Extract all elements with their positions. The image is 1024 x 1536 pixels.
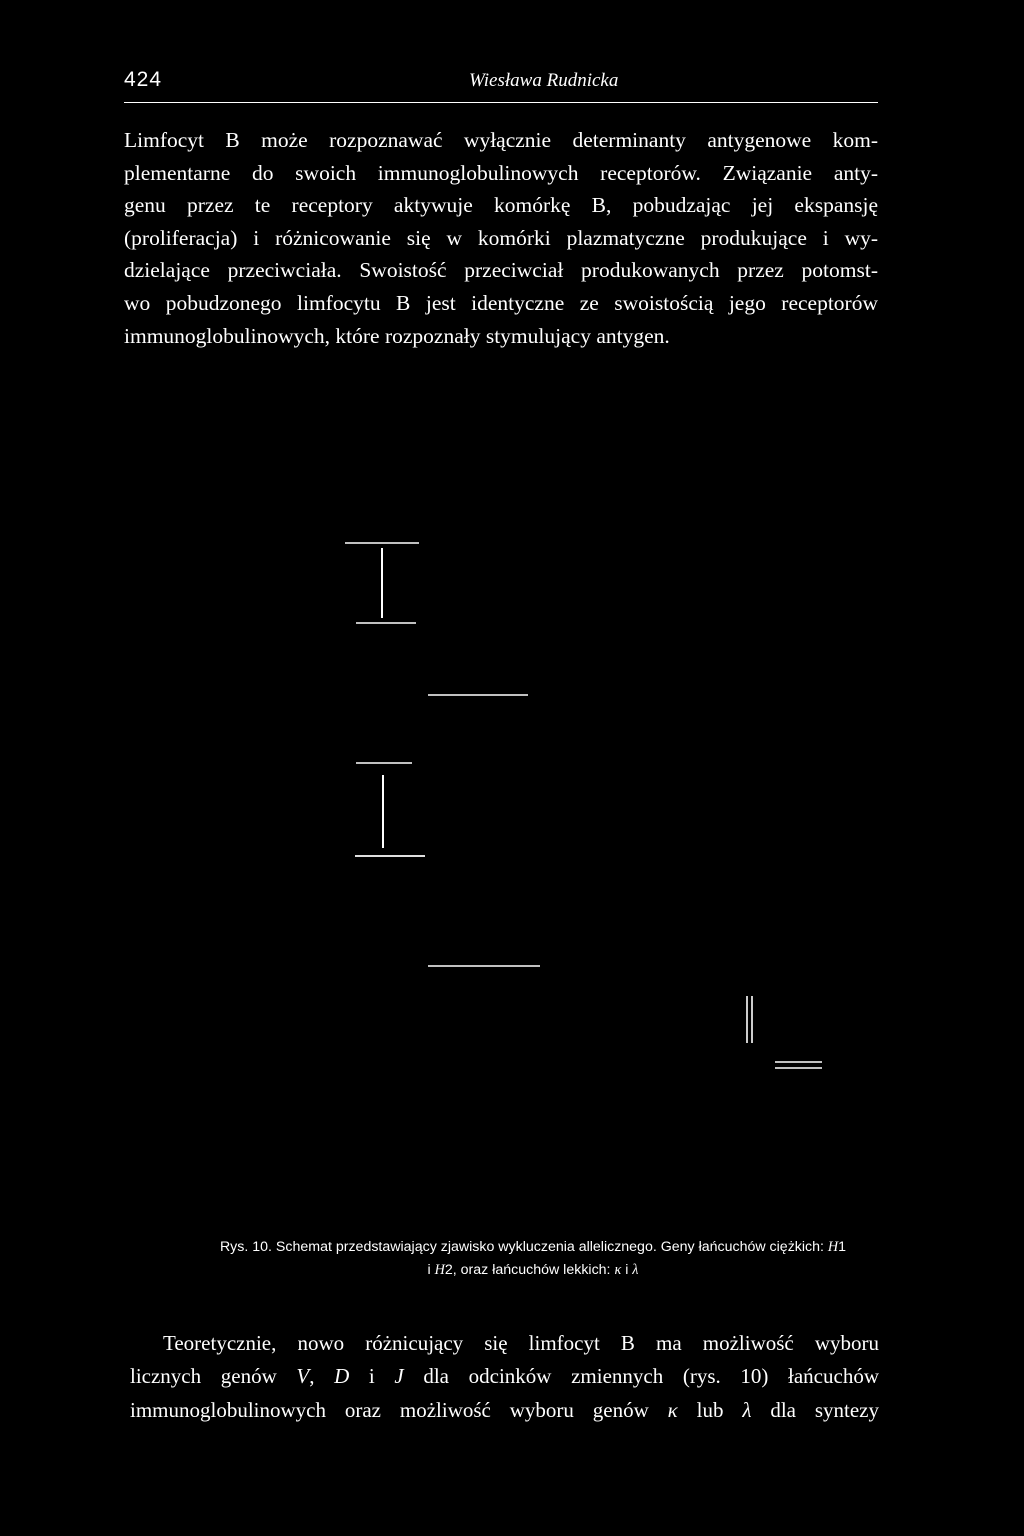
caption-text: 2, oraz łańcuchów lekkich: — [444, 1262, 615, 1278]
paragraph-line: (proliferacja) i różnicowanie się w komórki plazmatyczne produkujące i wy- — [124, 225, 878, 250]
caption-text: Rys. 10. Schemat przedstawiający zjawisko wykluczenia allelicznego. Geny łańcuchów ciężkich: — [219, 1239, 828, 1255]
paragraph-line — [130, 1394, 879, 1427]
caption-symbol-h: H — [434, 1262, 445, 1278]
paragraph-line — [130, 1360, 879, 1393]
paragraph-line: wo pobudzonego limfocytu B jest identyczne ze swoistością jego receptorów — [124, 290, 878, 315]
running-head: Wiesława Rudnicka — [469, 70, 619, 91]
text-run: dla odcinków zmiennych (rys. 10) łańcuchów — [403, 1364, 879, 1389]
figure-caption — [188, 1236, 878, 1282]
paragraph-line: genu przez te receptory aktywuje komórkę B, pobudzając jej ekspansję — [124, 193, 878, 218]
text-run: , — [309, 1364, 335, 1389]
caption-symbol-lambda: λ — [632, 1262, 639, 1278]
gene-symbol-d: D — [334, 1364, 350, 1389]
text-run: immunoglobulinowych oraz możliwość wyboru genów — [130, 1397, 668, 1422]
gene-symbol-lambda: λ — [742, 1397, 752, 1422]
caption-text: i — [427, 1262, 435, 1278]
caption-text: 1 — [838, 1239, 847, 1255]
paragraph-line: immunoglobulinowych, które rozpoznały stymulujący antygen. — [124, 323, 670, 348]
paragraph-line: plementarne do swoich immunoglobulinowych receptorów. Związanie anty- — [124, 160, 878, 185]
text-run: i — [349, 1364, 395, 1389]
caption-line — [188, 1236, 878, 1259]
page-number: 424 — [124, 68, 163, 91]
caption-text: i — [621, 1262, 633, 1278]
gene-symbol-j: J — [394, 1364, 404, 1389]
caption-symbol-kappa: κ — [614, 1262, 622, 1278]
paragraph-2 — [130, 1327, 879, 1427]
caption-symbol-h: H — [827, 1239, 839, 1255]
text-run: dla syntezy — [751, 1397, 879, 1422]
gene-symbol-kappa: κ — [667, 1397, 678, 1422]
paragraph-line: Limfocyt B może rozpoznawać wyłącznie determinanty antygenowe kom- — [124, 128, 878, 152]
text-run: licznych genów — [130, 1364, 297, 1389]
text-run: lub — [677, 1397, 743, 1422]
gene-symbol-v: V — [296, 1364, 310, 1389]
paragraph-line: Teoretycznie, nowo różnicujący się limfocyt B ma możliwość wyboru — [163, 1331, 879, 1355]
paragraph-line: dzielające przeciwciała. Swoistość przeciwciał produkowanych przez potomst- — [124, 258, 878, 283]
caption-line — [188, 1259, 878, 1282]
page-header — [124, 66, 878, 103]
paragraph-1 — [124, 124, 878, 352]
